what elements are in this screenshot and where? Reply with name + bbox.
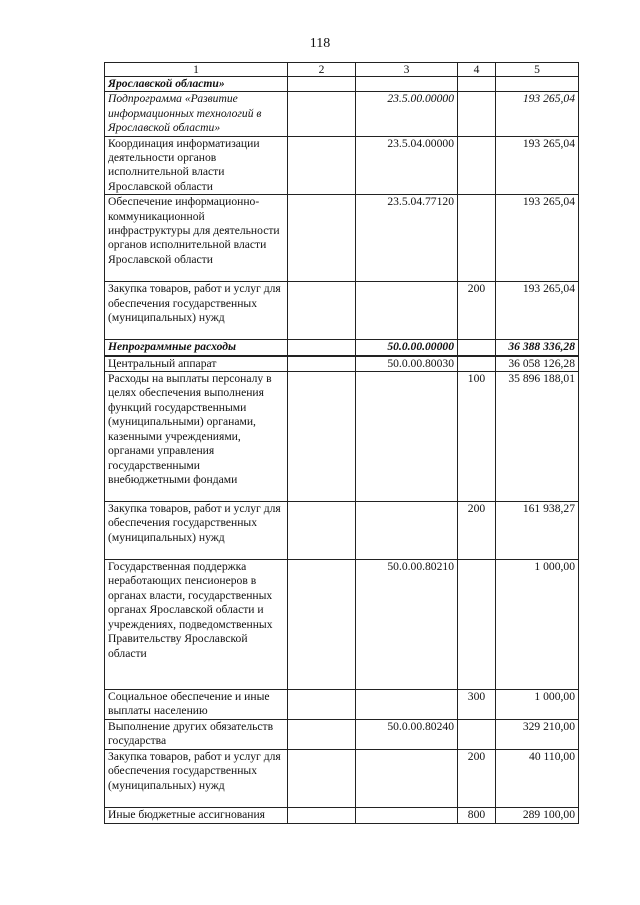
column-header: 4 bbox=[458, 63, 496, 77]
page-number: 118 bbox=[309, 36, 331, 51]
amount-cell bbox=[496, 77, 579, 92]
row-column-2-cell bbox=[288, 195, 356, 282]
table-row bbox=[105, 282, 579, 340]
table-row bbox=[105, 560, 579, 690]
column-header: 1 bbox=[105, 63, 288, 77]
target-item-code-cell: 23.5.04.77120 bbox=[356, 195, 458, 282]
target-item-code-cell: 50.0.00.80240 bbox=[356, 719, 458, 749]
target-item-code-cell bbox=[356, 502, 458, 560]
row-name-cell: Ярославской области» bbox=[105, 77, 288, 92]
table-row bbox=[105, 195, 579, 282]
row-column-2-cell bbox=[288, 690, 356, 720]
row-column-2-cell bbox=[288, 719, 356, 749]
column-header: 3 bbox=[356, 63, 458, 77]
row-column-2-cell bbox=[288, 282, 356, 340]
amount-cell: 193 265,04 bbox=[496, 195, 579, 282]
amount-cell: 40 110,00 bbox=[496, 749, 579, 807]
expense-type-code-cell: 200 bbox=[458, 749, 496, 807]
row-column-2-cell bbox=[288, 136, 356, 195]
table-row bbox=[105, 372, 579, 502]
column-header: 5 bbox=[496, 63, 579, 77]
expense-type-code-cell bbox=[458, 340, 496, 356]
target-item-code-cell bbox=[356, 690, 458, 720]
amount-cell: 161 938,27 bbox=[496, 502, 579, 560]
row-column-2-cell bbox=[288, 502, 356, 560]
expense-type-code-cell: 100 bbox=[458, 372, 496, 502]
row-name-cell: Подпрограмма «Развитие информационных технологий в Ярославской области» bbox=[105, 92, 288, 136]
expense-type-code-cell bbox=[458, 719, 496, 749]
amount-cell: 193 265,04 bbox=[496, 282, 579, 340]
row-name-cell: Закупка товаров, работ и услуг для обеспечения государственных (муниципальных) нужд bbox=[105, 749, 288, 807]
target-item-code-cell bbox=[356, 749, 458, 807]
table-row bbox=[105, 719, 579, 749]
row-name-cell: Расходы на выплаты персоналу в целях обеспечения выполнения функций государственными (муниципальными) органами, казенными учреждениями, органами управления государственными внебюджетными фондами bbox=[105, 372, 288, 502]
row-name-cell: Государственная поддержка неработающих пенсионеров в органах власти, государственных органах Ярославской области и учреждениях, подведомственных Правительству Ярославской области bbox=[105, 560, 288, 690]
expense-type-code-cell bbox=[458, 92, 496, 136]
column-header: 2 bbox=[288, 63, 356, 77]
amount-cell: 193 265,04 bbox=[496, 136, 579, 195]
row-name-cell: Иные бюджетные ассигнования bbox=[105, 807, 288, 823]
expense-type-code-cell bbox=[458, 77, 496, 92]
amount-cell: 289 100,00 bbox=[496, 807, 579, 823]
target-item-code-cell bbox=[356, 372, 458, 502]
amount-cell: 329 210,00 bbox=[496, 719, 579, 749]
table-row bbox=[105, 749, 579, 807]
budget-table bbox=[104, 62, 579, 824]
target-item-code-cell: 50.0.00.00000 bbox=[356, 340, 458, 356]
target-item-code-cell bbox=[356, 282, 458, 340]
row-column-2-cell bbox=[288, 92, 356, 136]
amount-cell: 36 388 336,28 bbox=[496, 340, 579, 356]
expense-type-code-cell: 200 bbox=[458, 282, 496, 340]
row-column-2-cell bbox=[288, 340, 356, 356]
row-name-cell: Обеспечение информационно-коммуникационной инфраструктуры для деятельности органов исполнительной власти Ярославской области bbox=[105, 195, 288, 282]
table-row bbox=[105, 136, 579, 195]
row-name-cell: Центральный аппарат bbox=[105, 356, 288, 372]
expense-type-code-cell: 300 bbox=[458, 690, 496, 720]
expense-type-code-cell bbox=[458, 195, 496, 282]
row-column-2-cell bbox=[288, 807, 356, 823]
table-row bbox=[105, 502, 579, 560]
expense-type-code-cell bbox=[458, 356, 496, 372]
expense-type-code-cell: 200 bbox=[458, 502, 496, 560]
table-row bbox=[105, 690, 579, 720]
target-item-code-cell: 23.5.00.00000 bbox=[356, 92, 458, 136]
table-row bbox=[105, 92, 579, 136]
target-item-code-cell bbox=[356, 77, 458, 92]
row-name-cell: Непрограммные расходы bbox=[105, 340, 288, 356]
table-header-row bbox=[105, 63, 579, 77]
expense-type-code-cell bbox=[458, 560, 496, 690]
row-name-cell: Выполнение других обязательств государства bbox=[105, 719, 288, 749]
row-name-cell: Закупка товаров, работ и услуг для обеспечения государственных (муниципальных) нужд bbox=[105, 502, 288, 560]
target-item-code-cell: 23.5.04.00000 bbox=[356, 136, 458, 195]
table-row bbox=[105, 356, 579, 372]
target-item-code-cell: 50.0.00.80030 bbox=[356, 356, 458, 372]
table-row bbox=[105, 807, 579, 823]
row-name-cell: Социальное обеспечение и иные выплаты населению bbox=[105, 690, 288, 720]
row-name-cell: Координация информатизации деятельности органов исполнительной власти Ярославской области bbox=[105, 136, 288, 195]
amount-cell: 36 058 126,28 bbox=[496, 356, 579, 372]
row-column-2-cell bbox=[288, 749, 356, 807]
amount-cell: 1 000,00 bbox=[496, 690, 579, 720]
target-item-code-cell bbox=[356, 807, 458, 823]
row-column-2-cell bbox=[288, 372, 356, 502]
table-row bbox=[105, 340, 579, 356]
row-column-2-cell bbox=[288, 77, 356, 92]
row-column-2-cell bbox=[288, 560, 356, 690]
amount-cell: 1 000,00 bbox=[496, 560, 579, 690]
expense-type-code-cell bbox=[458, 136, 496, 195]
target-item-code-cell: 50.0.00.80210 bbox=[356, 560, 458, 690]
table-row bbox=[105, 77, 579, 92]
amount-cell: 35 896 188,01 bbox=[496, 372, 579, 502]
expense-type-code-cell: 800 bbox=[458, 807, 496, 823]
row-column-2-cell bbox=[288, 356, 356, 372]
amount-cell: 193 265,04 bbox=[496, 92, 579, 136]
row-name-cell: Закупка товаров, работ и услуг для обеспечения государственных (муниципальных) нужд bbox=[105, 282, 288, 340]
